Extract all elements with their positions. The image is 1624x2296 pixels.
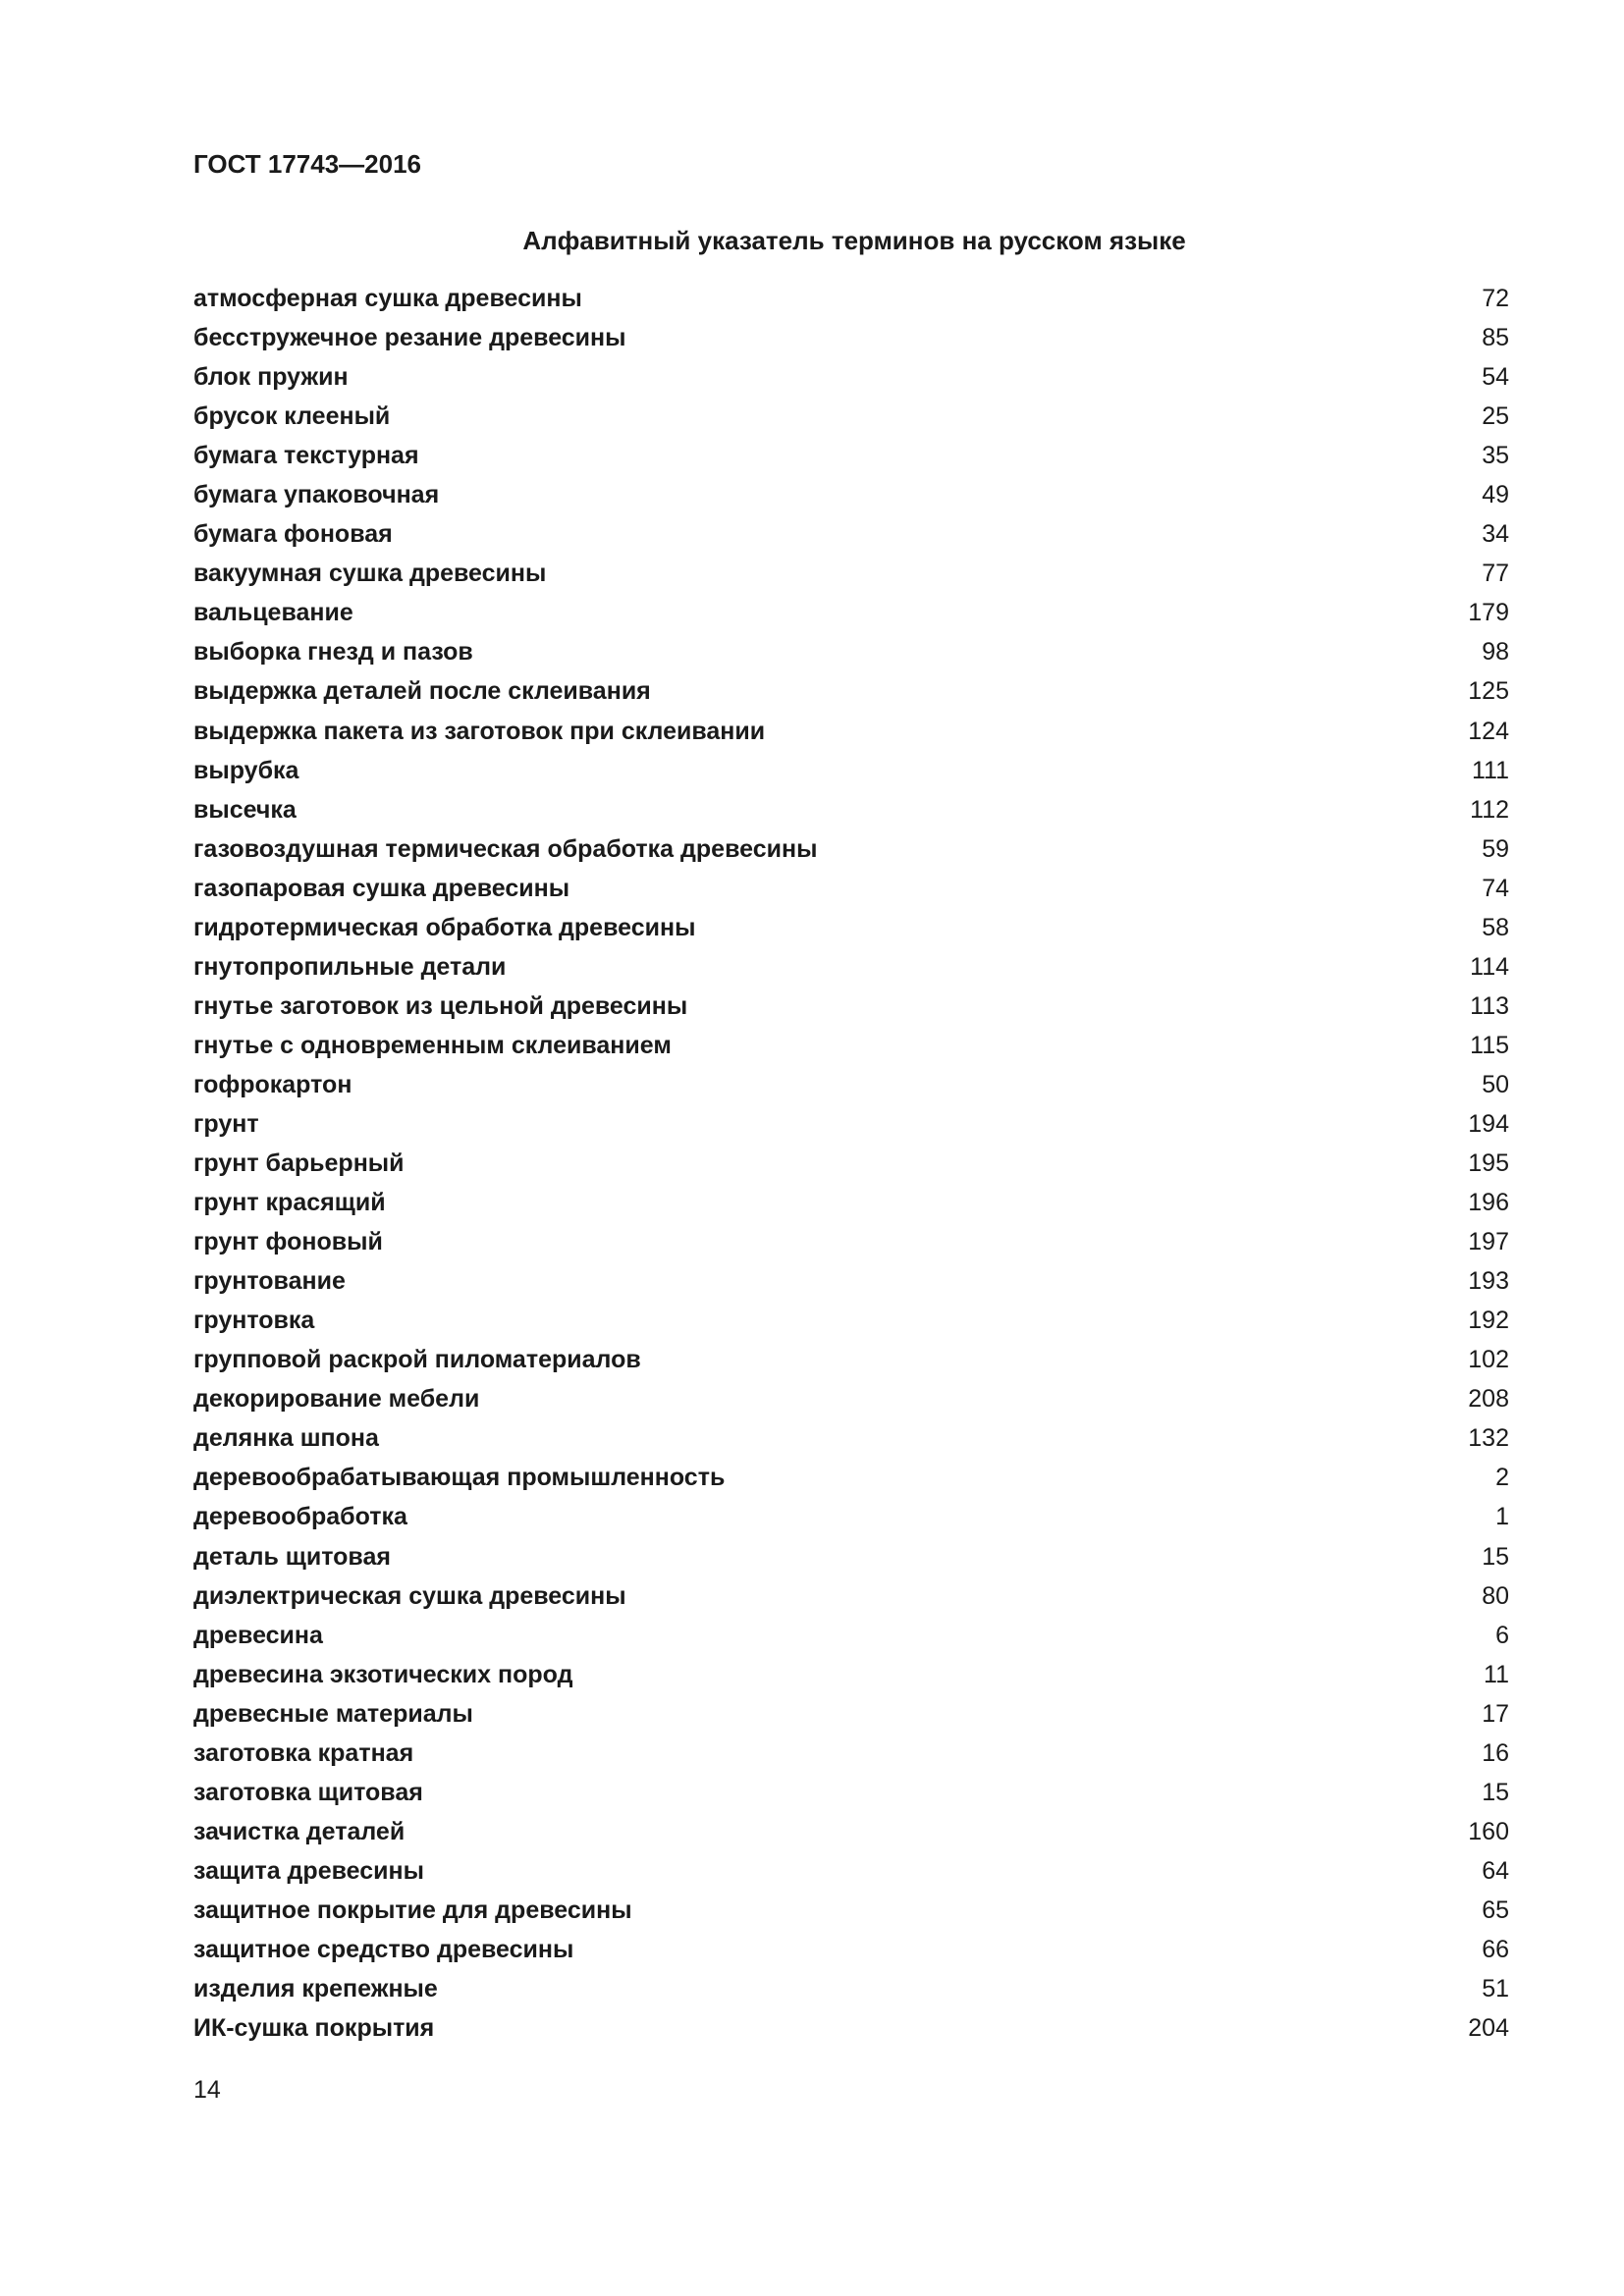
index-term: бумага текстурная: [193, 442, 419, 470]
index-term: групповой раскрой пиломатериалов: [193, 1346, 641, 1374]
index-entry: [193, 1340, 1509, 1379]
index-term-number: 6: [1495, 1621, 1509, 1649]
index-entry: [193, 1812, 1509, 1851]
index-term: заготовка щитовая: [193, 1778, 423, 1806]
index-term: грунт красящий: [193, 1189, 386, 1217]
index-term-number: 11: [1484, 1660, 1509, 1688]
index-entry: [193, 1576, 1509, 1616]
index-entry: [193, 790, 1509, 829]
index-entry: [193, 436, 1509, 475]
term-index-list: [193, 279, 1509, 2048]
index-term-number: 34: [1482, 520, 1509, 549]
index-term-number: 160: [1468, 1817, 1509, 1845]
index-term-number: 124: [1468, 717, 1509, 745]
index-entry: [193, 554, 1509, 593]
index-entry: [193, 475, 1509, 514]
index-term-number: 66: [1482, 1935, 1509, 1963]
index-title: Алфавитный указатель терминов на русском языке: [522, 226, 1186, 255]
index-term: бесстружечное резание древесины: [193, 324, 626, 352]
index-term: выдержка пакета из заготовок при склеивании: [193, 717, 766, 745]
index-term-number: 85: [1482, 324, 1509, 352]
index-term-number: 72: [1482, 285, 1509, 312]
index-term: защитное средство древесины: [193, 1935, 574, 1963]
index-term: бумага фоновая: [193, 520, 393, 549]
index-term-number: 192: [1468, 1307, 1509, 1335]
index-term-number: 132: [1468, 1424, 1509, 1453]
index-term: защитное покрытие для древесины: [193, 1896, 632, 1924]
index-entry: [193, 751, 1509, 790]
index-term-number: 35: [1482, 442, 1509, 470]
document-code: ГОСТ 17743—2016: [193, 149, 421, 179]
index-term-number: 49: [1482, 481, 1509, 509]
index-entry: [193, 1497, 1509, 1536]
index-term: газовоздушная термическая обработка древесины: [193, 834, 818, 863]
index-term: гофрокартон: [193, 1070, 352, 1098]
index-term: гидротермическая обработка древесины: [193, 913, 696, 941]
index-term-number: 51: [1482, 1975, 1509, 2003]
index-term: декорирование мебели: [193, 1385, 480, 1414]
index-term: вальцевание: [193, 599, 353, 627]
index-term-number: 77: [1482, 560, 1509, 588]
index-entry: [193, 1261, 1509, 1301]
index-term-number: 1: [1495, 1503, 1509, 1531]
index-entry: [193, 632, 1509, 671]
index-term: делянка шпона: [193, 1424, 379, 1453]
index-term-number: 102: [1468, 1346, 1509, 1374]
index-term: гнутье заготовок из цельной древесины: [193, 991, 688, 1020]
index-entry: [193, 279, 1509, 318]
index-entry: [193, 397, 1509, 436]
index-term: грунтовка: [193, 1307, 315, 1335]
index-term: вырубка: [193, 756, 299, 784]
index-term: грунтование: [193, 1267, 346, 1296]
index-term-number: 179: [1468, 599, 1509, 627]
index-term: ИК-сушка покрытия: [193, 2014, 435, 2043]
index-entry: [193, 947, 1509, 987]
index-term: высечка: [193, 795, 297, 824]
index-term-number: 113: [1470, 991, 1509, 1020]
index-term: древесина экзотических пород: [193, 1660, 573, 1688]
index-term: вакуумная сушка древесины: [193, 560, 547, 588]
index-term-number: 58: [1482, 913, 1509, 941]
index-term-number: 59: [1482, 834, 1509, 863]
index-entry: [193, 514, 1509, 554]
index-entry: [193, 1734, 1509, 1773]
index-entry: [193, 1418, 1509, 1458]
index-term-number: 80: [1482, 1581, 1509, 1610]
index-term-number: 194: [1468, 1109, 1509, 1138]
index-term: выдержка деталей после склеивания: [193, 677, 651, 706]
index-entry: [193, 829, 1509, 869]
index-term-number: 204: [1468, 2014, 1509, 2043]
index-term-number: 115: [1470, 1031, 1509, 1059]
index-term: зачистка деталей: [193, 1817, 406, 1845]
index-term-number: 16: [1482, 1738, 1509, 1767]
index-term-number: 15: [1482, 1778, 1509, 1806]
index-term: деревообработка: [193, 1503, 407, 1531]
index-term: выборка гнезд и пазов: [193, 638, 473, 667]
index-entry: [193, 1183, 1509, 1222]
index-term: брусок клееный: [193, 402, 391, 431]
index-term: атмосферная сушка древесины: [193, 285, 582, 312]
index-entry: [193, 593, 1509, 632]
index-term-number: 112: [1470, 795, 1509, 824]
index-entry: [193, 987, 1509, 1026]
index-term-number: 15: [1482, 1542, 1509, 1571]
index-term: гнутопропильные детали: [193, 952, 507, 981]
index-term-number: 195: [1468, 1149, 1509, 1178]
index-entry: [193, 712, 1509, 751]
index-term-number: 54: [1482, 363, 1509, 392]
index-term: блок пружин: [193, 363, 349, 392]
index-entry: [193, 1891, 1509, 1930]
index-term-number: 196: [1468, 1189, 1509, 1217]
index-term-number: 98: [1482, 638, 1509, 667]
index-entry: [193, 1065, 1509, 1104]
index-entry: [193, 1144, 1509, 1183]
index-entry: [193, 1026, 1509, 1065]
index-term-number: 17: [1482, 1699, 1509, 1728]
index-entry: [193, 908, 1509, 947]
index-term-number: 64: [1482, 1856, 1509, 1885]
index-entry: [193, 869, 1509, 908]
index-entry: [193, 1851, 1509, 1891]
index-term: древесина: [193, 1621, 323, 1649]
index-term: грунт барьерный: [193, 1149, 405, 1178]
index-term: деревообрабатывающая промышленность: [193, 1464, 726, 1492]
index-entry: [193, 1616, 1509, 1655]
index-entry: [193, 1773, 1509, 1812]
index-term: газопаровая сушка древесины: [193, 874, 570, 902]
index-entry: [193, 1655, 1509, 1694]
index-entry: [193, 1694, 1509, 1734]
index-term-number: 65: [1482, 1896, 1509, 1924]
index-entry: [193, 1458, 1509, 1497]
index-entry: [193, 1104, 1509, 1144]
page-number: 14: [193, 2076, 221, 2104]
index-term-number: 2: [1495, 1464, 1509, 1492]
index-term-number: 193: [1468, 1267, 1509, 1296]
index-term-number: 197: [1468, 1228, 1509, 1256]
index-term-number: 125: [1468, 677, 1509, 706]
index-term: изделия крепежные: [193, 1975, 438, 2003]
index-entry: [193, 357, 1509, 397]
index-term-number: 208: [1468, 1385, 1509, 1414]
index-term-number: 25: [1482, 402, 1509, 431]
index-entry: [193, 1930, 1509, 1969]
index-entry: [193, 1537, 1509, 1576]
index-entry: [193, 2008, 1509, 2048]
index-term-number: 50: [1482, 1070, 1509, 1098]
index-entry: [193, 1301, 1509, 1340]
index-term: грунт: [193, 1109, 259, 1138]
index-term: заготовка кратная: [193, 1738, 414, 1767]
index-entry: [193, 671, 1509, 711]
index-term-number: 114: [1470, 952, 1509, 981]
index-term-number: 74: [1482, 874, 1509, 902]
index-term: гнутье с одновременным склеиванием: [193, 1031, 672, 1059]
index-term: бумага упаковочная: [193, 481, 440, 509]
index-term: грунт фоновый: [193, 1228, 383, 1256]
index-term: защита древесины: [193, 1856, 424, 1885]
index-term: деталь щитовая: [193, 1542, 391, 1571]
index-term: диэлектрическая сушка древесины: [193, 1581, 626, 1610]
index-entry: [193, 1379, 1509, 1418]
index-entry: [193, 1222, 1509, 1261]
index-entry: [193, 318, 1509, 357]
index-term-number: 111: [1471, 756, 1509, 784]
index-term: древесные материалы: [193, 1699, 473, 1728]
index-entry: [193, 1969, 1509, 2008]
